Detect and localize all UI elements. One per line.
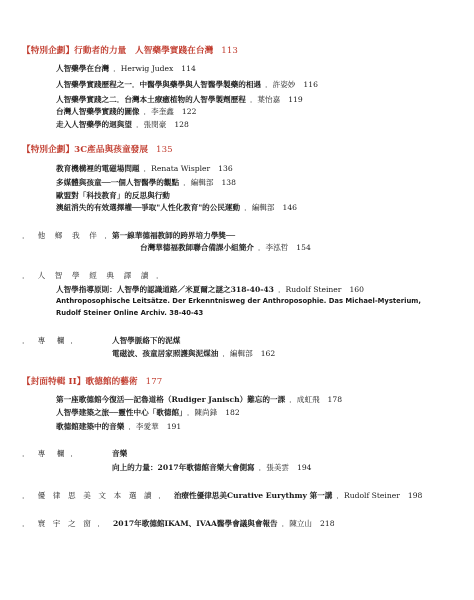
section-header-goetheanum [22, 375, 162, 387]
entry-page: 178 [327, 395, 343, 404]
column-line-1: 人智學脈絡下的泥煤 [112, 336, 181, 345]
entry-title: 人智藥學實踐之二．台灣本土療癒植物的人智學製劑歷程 [56, 95, 246, 104]
bullet-dot: ． [22, 231, 30, 240]
entry-title: 向上的力量：2017年歌德館音樂大會側寫 [112, 463, 255, 472]
section-title: 【特別企劃】行動者的力量 人智藥學實踐在台灣 [22, 46, 214, 56]
entry-author: ．許姿妙 [265, 80, 296, 89]
toc-entry[interactable] [56, 284, 364, 295]
entry-page: 122 [181, 107, 197, 116]
toc-entry[interactable] [56, 63, 196, 74]
entry-page: 128 [174, 120, 189, 129]
entry-page: 191 [166, 422, 182, 431]
entry-author: ．Rudolf Steiner [277, 285, 342, 294]
entry-author: ．張閔豪 [135, 120, 167, 129]
entry-page: 119 [288, 95, 303, 104]
column-label: 專 欄 [37, 336, 67, 345]
entry-author: ．編輯部 [244, 203, 275, 212]
bullet-dot: ． [22, 519, 30, 528]
entry-author: ．Renata Wispler [143, 164, 211, 173]
toc-entry[interactable] [140, 242, 311, 253]
toc-entry[interactable] [56, 79, 318, 90]
entry-author: ．葉怡嘉 [249, 95, 281, 104]
column-subheading: 音樂 [112, 449, 128, 458]
bullet-dot: ． [156, 271, 164, 280]
entry-title: 人智學指導原則：人智學的認識道路／米夏爾之謎之318-40-43 [56, 285, 274, 294]
entry-author: ．李奎鑫 [143, 107, 174, 116]
toc-entry[interactable] [56, 163, 233, 174]
entry-page: 194 [297, 463, 312, 472]
toc-entry[interactable] [56, 177, 236, 188]
column-heading-special [22, 448, 78, 459]
bullet-dot: ． [158, 491, 166, 500]
entry-author: ．陳立山 [281, 519, 313, 528]
section-page-number: 177 [145, 377, 163, 387]
entry-page: 198 [407, 491, 423, 500]
entry-title: 台灣華德福教師聯合備課小組簡介 [140, 243, 254, 252]
column-heading-classic-reading [22, 270, 164, 281]
entry-title: 歐盟對「科技教育」的反思與行動 [56, 191, 170, 200]
bullet-dot: ． [22, 271, 30, 280]
bullet-dot: ． [22, 449, 30, 458]
entry-title: 歌德館建築中的音樂 [56, 422, 125, 431]
entry-title: 人智藥學實踐歷程之一．中醫學與藥學與人智醫學製藥的相遇 [56, 80, 262, 89]
column-label: 人 智 學 經 典 譯 讀 [37, 271, 153, 280]
section-header-pharmacy [22, 44, 238, 56]
entry-page: 182 [225, 408, 240, 417]
section-header-3c-products [22, 143, 173, 155]
entry-page: 218 [320, 519, 335, 528]
bullet-dot: ． [22, 336, 30, 345]
entry-author: ．張美雲 [258, 463, 290, 472]
entry-author: ．李泓哲 [257, 243, 289, 252]
entry-page: 138 [221, 178, 236, 187]
toc-entry[interactable] [112, 348, 275, 359]
entry-page: 160 [349, 285, 364, 294]
toc-entry[interactable] [56, 421, 181, 432]
column-heading-special [22, 335, 78, 346]
toc-entry[interactable] [112, 462, 312, 473]
entry-title: 走入人智藥學的迴與望 [56, 120, 132, 129]
entry-author: ．編輯部 [222, 349, 253, 358]
column-line-1: 第一線華德福教師的跨界培力學獎── [112, 231, 236, 240]
toc-entry[interactable] [56, 190, 170, 201]
entry-author: ．成虹飛 [289, 395, 320, 404]
toc-entry[interactable] [56, 106, 196, 117]
entry-title: 人智藥學在台灣 [56, 64, 110, 73]
entry-title: 澳紐消失的有效選擇權──爭取"人性化教育"的公民運動 [56, 203, 241, 212]
german-source-line: Rudolf Steiner Online Archiv. 38-40-43 [56, 309, 204, 317]
entry-page: 116 [303, 80, 318, 89]
entry-page: 154 [296, 243, 311, 252]
toc-entry[interactable] [56, 119, 189, 130]
entry-title: 台灣人智藥學實踐的圖像 [56, 107, 140, 116]
section-title: 【特別企劃】3C產品與孩童發展 [22, 145, 149, 155]
column-label: 優 律 思 美 文 本 選 讀 [37, 491, 155, 500]
section-title: 【封面特輯 II】歌德館的藝術 [22, 377, 138, 387]
entry-page: 146 [282, 203, 297, 212]
entry-page: 136 [218, 164, 233, 173]
entry-author: ．李愛華 [128, 422, 159, 431]
entry-title: 多媒體與孩童──一個人智醫學的觀點 [56, 178, 180, 187]
bullet-dot: ． [70, 336, 78, 345]
entry-title: 2017年歌德館IKAM、IVAA醫學會議與會報告 [113, 519, 278, 528]
column-heading-eurythmy[interactable] [22, 490, 422, 501]
entry-title: 第一座歌德館今復活──記魯道格（Rudiger Janisch）難忘的一課 [56, 395, 286, 404]
entry-title: 治療性優律思美Curative Eurythmy 第一講 [173, 491, 333, 500]
entry-author: ．陳尚鋒 [186, 408, 218, 417]
entry-author: ．Rudolf Steiner [336, 491, 400, 500]
bullet-dot: ． [97, 519, 106, 528]
toc-entry[interactable] [56, 202, 297, 213]
entry-author: ．編輯部 [183, 178, 214, 187]
bullet-dot: ． [22, 491, 30, 500]
toc-entry[interactable] [56, 394, 342, 405]
column-label: 寰 宇 之 窗 [37, 519, 94, 528]
column-heading-world-window[interactable] [22, 518, 335, 529]
german-source-line: Anthroposophische Leitsätze. Der Erkenntnisweg der Anthroposophie. Das Michael-Mysterium, [56, 297, 421, 305]
bullet-dot: ． [70, 449, 78, 458]
toc-entry[interactable] [56, 407, 240, 418]
entry-page: 162 [260, 349, 276, 358]
entry-title: 人智學建築之旅──靈性中心「歌德館」 [56, 408, 183, 417]
entry-title: 電磁波、孩童居家照護與泥煤油 [112, 349, 219, 358]
entry-page: 114 [181, 64, 196, 73]
section-page-number: 113 [221, 46, 238, 56]
section-page-number: 135 [156, 145, 173, 155]
column-heading-peer-companion [22, 230, 120, 241]
entry-author: ．Herwig Judex [113, 64, 174, 73]
bullet-dot: ． [104, 231, 113, 240]
entry-title: 教育機構裡的電磁場問題 [56, 164, 140, 173]
column-label: 他 鄉 我 伴 [37, 231, 101, 240]
toc-entry[interactable] [56, 94, 303, 105]
column-label: 專 欄 [37, 449, 67, 458]
